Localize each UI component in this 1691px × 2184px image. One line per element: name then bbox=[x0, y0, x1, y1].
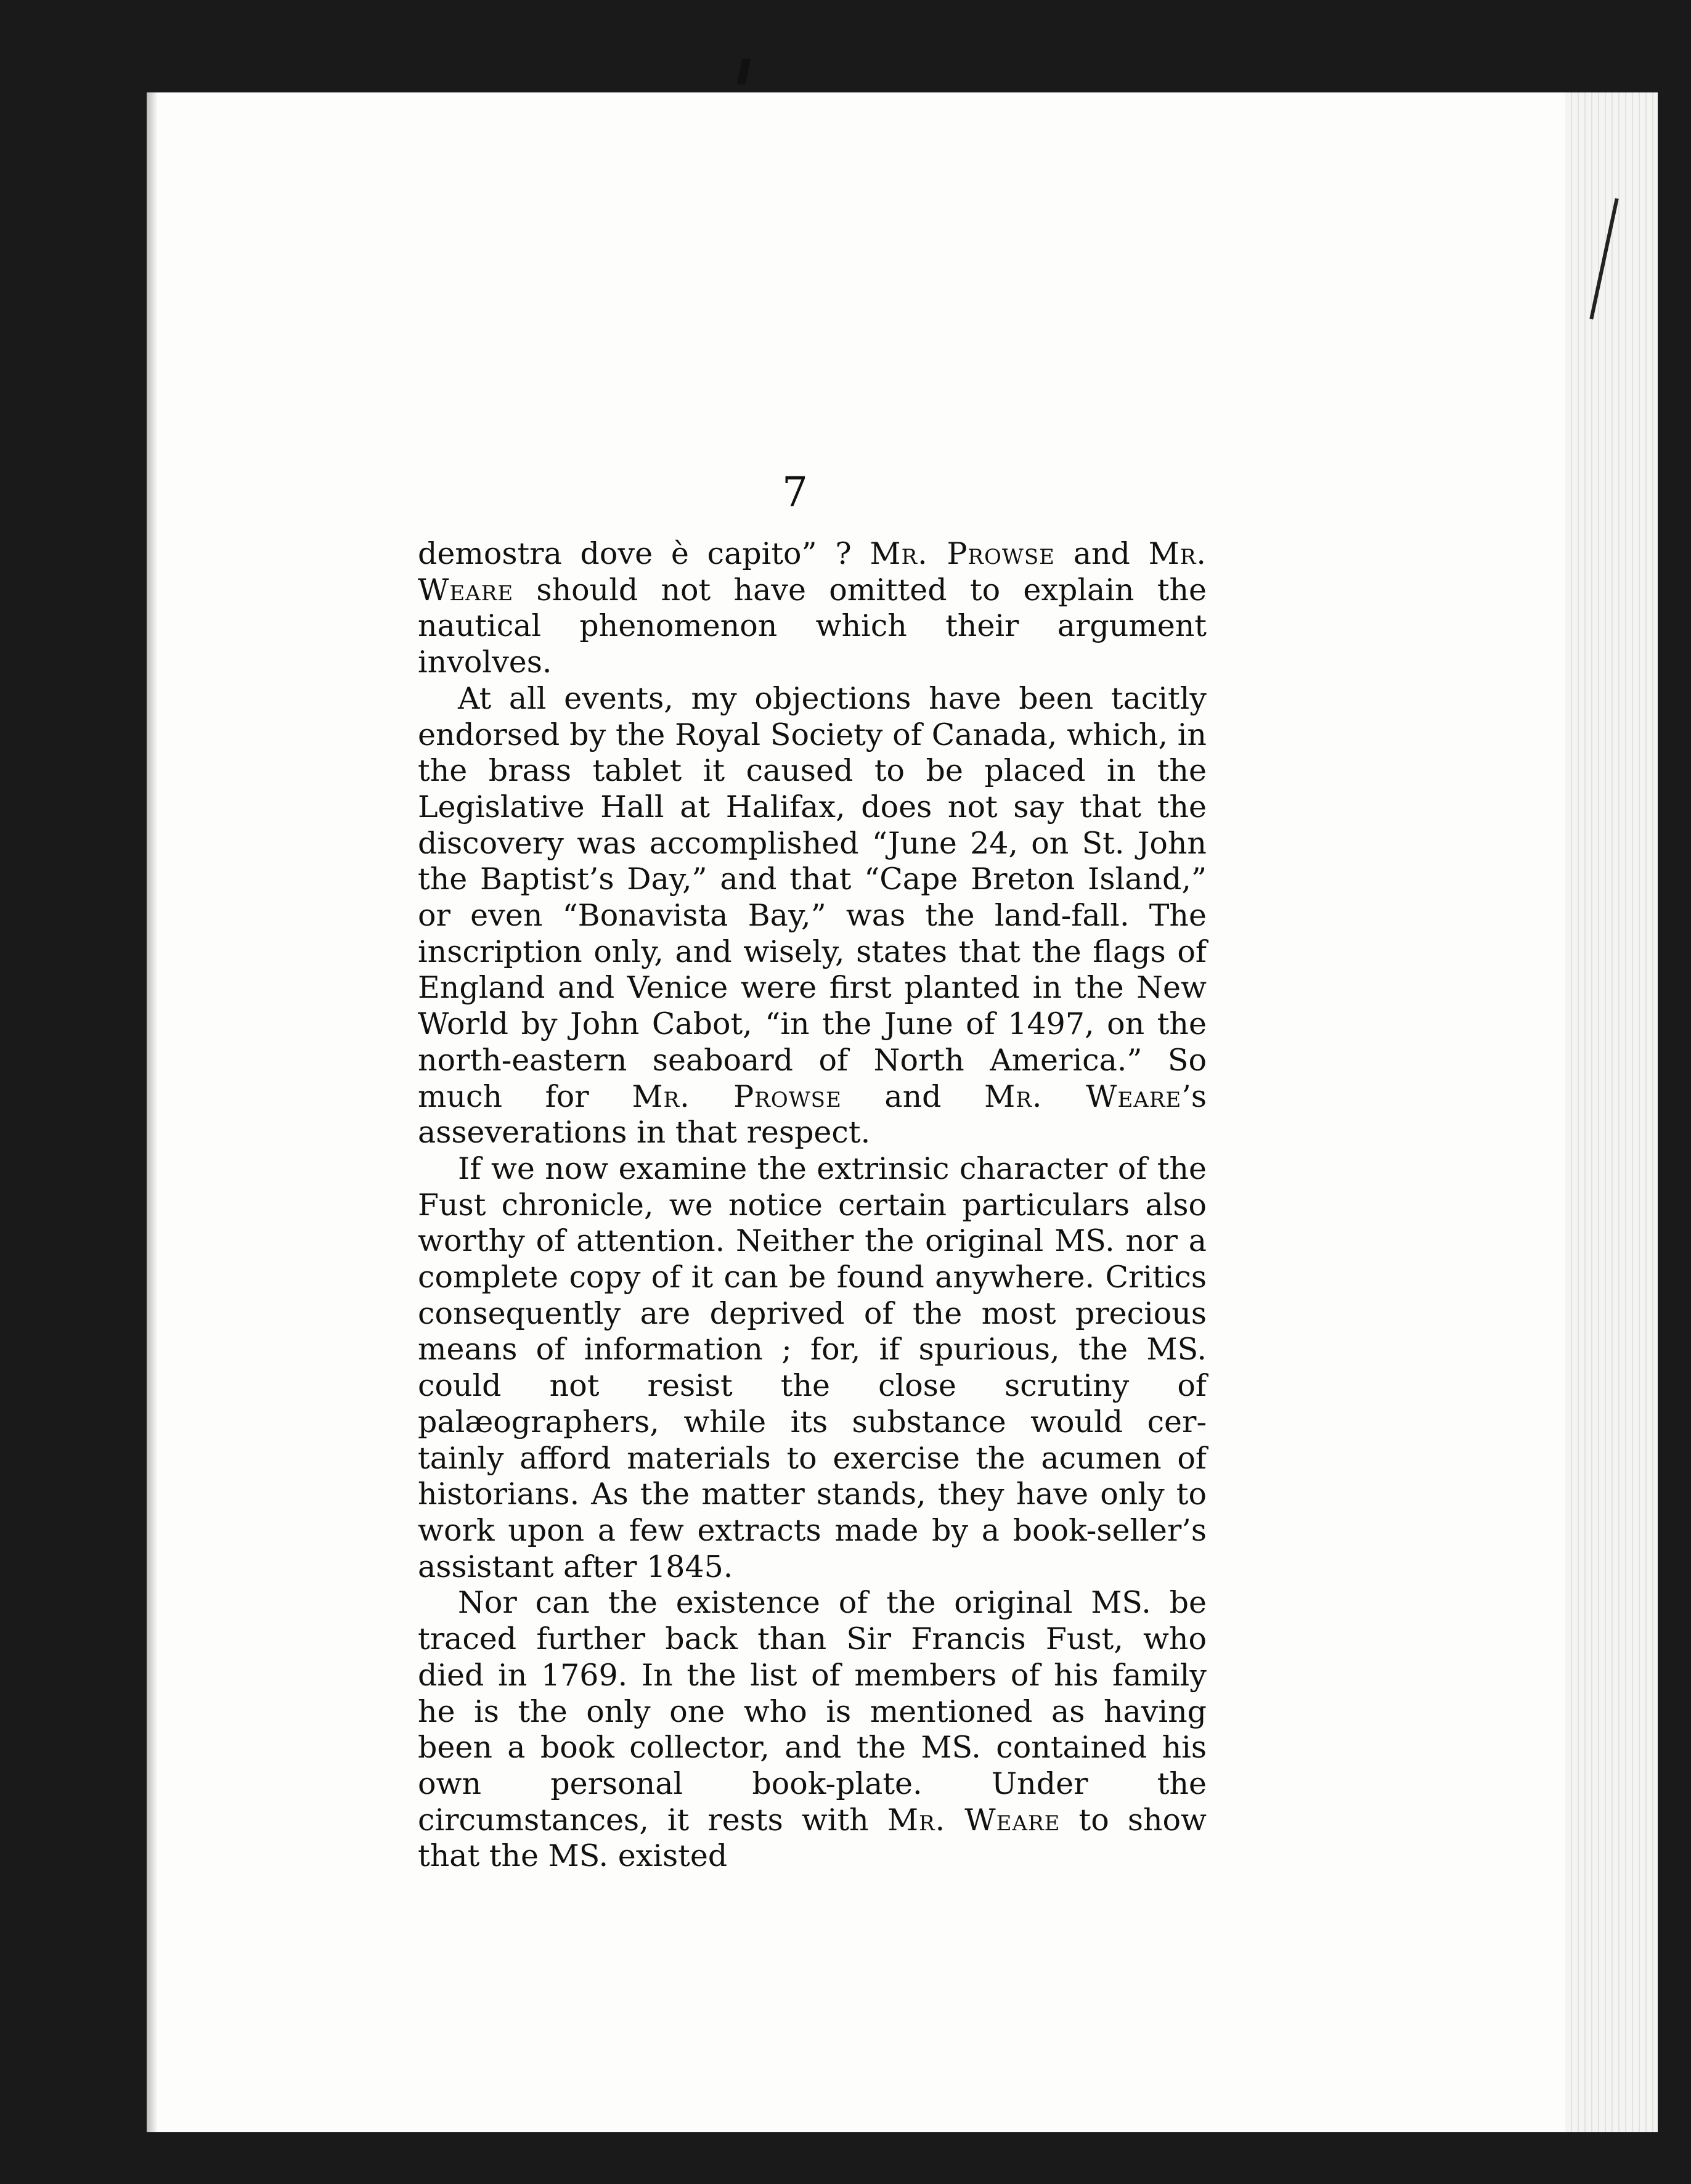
text-run: and bbox=[1054, 536, 1149, 571]
page-edges bbox=[1565, 92, 1658, 2132]
text-run: and bbox=[841, 1078, 985, 1114]
body-text bbox=[418, 536, 1207, 1875]
author-name: Mr. Prowse bbox=[870, 536, 1055, 571]
gutter-shadow bbox=[147, 92, 158, 2132]
text-run: Nor can the existence of the original MS. be traced further back than Sir Francis Fust, who died in 1769. In the list of members of his family he is the only one who is mentioned as having been a book collector, and the MS. contained his own personal book-plate. Under the circumstances, it rests with bbox=[418, 1585, 1207, 1838]
author-name: Mr. Prowse bbox=[632, 1078, 842, 1114]
author-name: Mr. Weare bbox=[418, 536, 1207, 608]
paragraph-1 bbox=[418, 536, 1207, 681]
author-name: Mr. Weare bbox=[887, 1802, 1061, 1838]
paragraph-4 bbox=[418, 1585, 1207, 1875]
text-run: should not have omitted to explain the nautical phenomenon which their argument involves. bbox=[418, 572, 1207, 680]
text-run: to show that the MS. existed bbox=[418, 1802, 1207, 1874]
paragraph-3 bbox=[418, 1151, 1207, 1585]
scan-mark bbox=[737, 59, 751, 84]
author-name: Mr. Weare bbox=[984, 1078, 1182, 1114]
page-number: 7 bbox=[782, 468, 808, 516]
text-run: ’s asseverations in that respect. bbox=[418, 1078, 1207, 1151]
text-run: If we now examine the extrinsic character of the Fust chronicle, we notice certain particulars also worthy of attention. Neither the original MS. nor a complete copy of it can be found anywhere. Critics consequently are deprived of the most precious means of information ; for, if spurious, the MS. could not resist the close scrutiny of palæographers, while its substance would cer-tainly afford materials to exercise the acumen of historians. As the matter stands, they have only to work upon a few extracts made by a book-seller’s assistant after 1845. bbox=[418, 1151, 1207, 1584]
paragraph-2 bbox=[418, 681, 1207, 1151]
text-run: demostra dove è capito” ? bbox=[418, 536, 870, 571]
text-run: At all events, my objections have been tacitly endorsed by the Royal Society of Canada, which, in the brass tablet it caused to be placed in the Legislative Hall at Halifax, does not say that the discovery was accomplished “June 24, on St. John the Baptist’s Day,” and that “Cape Breton Island,” or even “Bonavista Bay,” was the land-fall. The inscription only, and wisely, states that the flags of England and Venice were first planted in the New World by John Cabot, “in the June of 1497, on the north-eastern seaboard of North America.” So much for bbox=[418, 680, 1207, 1114]
